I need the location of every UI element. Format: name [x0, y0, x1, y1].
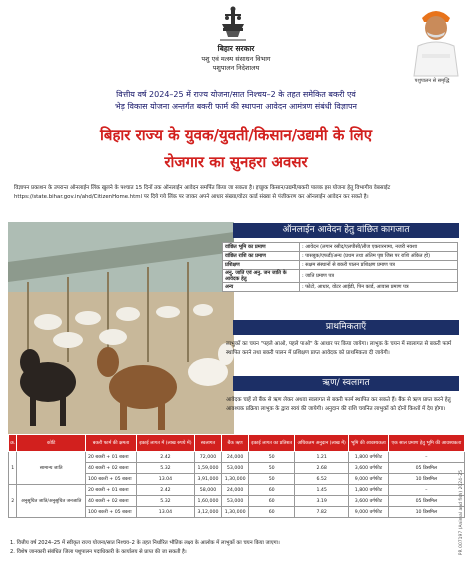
org-name: बिहार सरकार [217, 44, 255, 53]
land-cell: 3,600 वर्गफीट [349, 463, 389, 474]
capacity-cell: 100 बकरी + 05 बकरा [85, 507, 136, 518]
self-cost-cell: 3,91,000 [194, 474, 221, 485]
capacity-cell: 20 बकरी + 01 बकरा [85, 452, 136, 463]
notice-line-1: वित्तीय वर्ष 2024–25 में राज्य योजना/सात निश्चय–2 के तहत समेकित बकरी एवं [116, 90, 356, 99]
banner-headline: बिहार राज्य के युवक/युवती/किसान/उद्यमी के लिए [100, 126, 372, 144]
subsidy-cell: 2.68 [295, 463, 349, 474]
table-header-row [9, 435, 465, 452]
subsidy-cell: 1.45 [295, 485, 349, 496]
document-value: : जाति प्रमाण पत्र [300, 270, 458, 283]
column-header: एक साल प्रमाण हेतु भूमि की आवश्यकता [388, 435, 464, 452]
documents-row [223, 283, 458, 292]
column-header: इकाई लागत में (लाख रुपये में) [136, 435, 194, 452]
land-cell: 9,000 वर्गफीट [349, 507, 389, 518]
loan-text: आवेदक चाहें तो बैंक से ऋण लेकर अथवा स्वलागत से बकरी फार्म स्थापित कर सकते हैं। बैंक से ऋण प्राप्त करने हेतु आवश्यक प्रक्रिया लाभुक के द्वारा स्वयं की जायेगी। अनुदान की राशि चयनित लाभुकों को दोनों किश्तों में देय होगा। [226, 397, 451, 412]
table-row [9, 452, 465, 463]
document-value: : पासबुक/एफडी/अन्य (प्रथम तथा अंतिम पृष्ठ जिस पर राशि अंकित हो) [300, 252, 458, 261]
priorities-heading: प्राथमिकताएँ [233, 320, 459, 335]
loan-heading: ऋण/ स्वलागत [233, 376, 459, 391]
footnote-item: 1. वित्तीय वर्ष 2024–25 में स्वीकृत राज्य योजना/सात निश्चय–2 के तहत निर्धारित भौतिक लक्ष्य के आलोक में लाभुकों का चयन किया जाएगा। [10, 540, 280, 546]
cost-cell: 5.32 [136, 496, 194, 507]
column-header: इकाई लागत का प्रतिशत [249, 435, 295, 452]
department-name: पशु एवं मत्स्य संसाधन विभाग [201, 55, 271, 63]
percent-cell: 60 [249, 507, 295, 518]
documents-row [223, 261, 458, 270]
bank-loan-cell: 53,000 [222, 496, 249, 507]
column-header: अधिकतम अनुदान (लाख में) [295, 435, 349, 452]
land-extra-cell: – [388, 485, 464, 496]
farmer-mascot-logo [404, 2, 468, 82]
subsidy-cell: 1.21 [295, 452, 349, 463]
land-extra-cell: 10 डिसमिल [388, 507, 464, 518]
publication-id: PR 007197 (Animal and fish) 2024–25 [459, 470, 464, 556]
directorate-name: पशुपालन निदेशालय [212, 64, 260, 72]
bank-loan-cell: 24,000 [222, 452, 249, 463]
cost-cell: 5.32 [136, 463, 194, 474]
self-cost-cell: 1,60,000 [194, 496, 221, 507]
document-key: वांछित राशि का प्रमाण [223, 252, 300, 261]
land-cell: 1,800 वर्गफीट [349, 485, 389, 496]
percent-cell: 60 [249, 485, 295, 496]
self-cost-cell: 1,59,000 [194, 463, 221, 474]
self-cost-cell: 3,12,000 [194, 507, 221, 518]
documents-table [222, 242, 458, 292]
capacity-cell: 100 बकरी + 05 बकरा [85, 474, 136, 485]
bank-loan-cell: 1,30,000 [222, 507, 249, 518]
self-cost-cell: 58,000 [194, 485, 221, 496]
bank-loan-cell: 1,30,000 [222, 474, 249, 485]
document-key: अनु. जाति एवं अनु. जन जाति के आवेदक हेतु [223, 270, 300, 283]
land-cell: 9,000 वर्गफीट [349, 474, 389, 485]
document-value: : फोटो, आधार, वोटर आईडी, पिन कार्ड, आवास प्रमाण पत्र [300, 283, 458, 292]
document-key: प्रशिक्षण [223, 261, 300, 270]
banner-subheadline: रोजगार का सुनहरा अवसर [164, 153, 308, 171]
subsidy-cell: 3.19 [295, 496, 349, 507]
percent-cell: 50 [249, 474, 295, 485]
land-extra-cell: 05 डिसमिल [388, 463, 464, 474]
footnote-item: 2. विशेष जानकारी संबंधित जिला पशुपालन पदाधिकारी के कार्यालय से प्राप्त की जा सकती है। [10, 548, 187, 555]
document-value: : आवेदन (लगान रसीद/एलपीसी/लीज एकरारनामा, नजरी नक्शा [300, 243, 458, 252]
percent-cell: 50 [249, 452, 295, 463]
category-cell: सामान्य जाति [17, 452, 85, 485]
subsidy-cell: 6.52 [295, 474, 349, 485]
footnotes [10, 539, 460, 556]
goat-farm-photo [8, 222, 234, 434]
document-key: अन्य [223, 283, 300, 292]
documents-row [223, 252, 458, 261]
land-extra-cell: – [388, 452, 464, 463]
bank-loan-cell: 53,000 [222, 463, 249, 474]
percent-cell: 60 [249, 496, 295, 507]
subsidy-cell: 7.82 [295, 507, 349, 518]
land-extra-cell: 10 डिसमिल [388, 474, 464, 485]
column-header: कोटि [17, 435, 85, 452]
table-row [9, 485, 465, 496]
document-key: वांछित भूमि का प्रमाण [223, 243, 300, 252]
land-extra-cell: 05 डिसमिल [388, 496, 464, 507]
intro-paragraph: विज्ञापन प्रकाशन के उपरान्त ऑनलाईन लिंक खुलने के पश्चात 15 दिनों तक ऑनलाईन आवेदन समर्पित किया जा सकता है। इच्छुक किसान/उद्यमी/बकरी पालक इस योजना हेतु विभागीय वेबसाईट https://state.bihar.gov.in/ahd/CitizenHome.html पर दिये गये लिंक पर जाकर अपने आधार संख्या/वोटर कार्ड संख्या से पंजीकरण कर ऑनलाईन आवेदन कर सकते है। [14, 185, 391, 200]
mascot-caption: पशुपालन से समृद्धि [414, 78, 450, 84]
cost-cell: 13.04 [136, 507, 194, 518]
land-cell: 1,800 वर्गफीट [349, 452, 389, 463]
cost-cell: 13.04 [136, 474, 194, 485]
priorities-text: लाभुकों का चयन "पहले आओ, पहले पाओ" के आधार पर किया जायेगा। लाभुक के चयन में स्वलागत से बकरी फार्म स्थापित करने तथा बकरी पालन में प्रशिक्षण प्राप्त आवेदक को प्राथमिकता दी जायेगी। [226, 341, 452, 356]
column-header: बकरी फार्म की क्षमता [85, 435, 136, 452]
percent-cell: 50 [249, 463, 295, 474]
capacity-cell: 40 बकरी + 02 बकरा [85, 463, 136, 474]
serial-cell: 2 [9, 485, 17, 518]
cost-cell: 2.42 [136, 485, 194, 496]
column-header: बैंक ऋण [222, 435, 249, 452]
document-value: : सक्षम संस्थानों से बकरी पालन प्रशिक्षण प्रमाण पत्र [300, 261, 458, 270]
cost-cell: 2.42 [136, 452, 194, 463]
category-cell: अनुसूचित जाति/अनुसूचित जनजाति [17, 485, 85, 518]
column-header: स्वलागत [194, 435, 221, 452]
serial-cell: 1 [9, 452, 17, 485]
documents-row [223, 270, 458, 283]
capacity-cell: 20 बकरी + 01 बकरा [85, 485, 136, 496]
documents-heading: ऑनलाईन आवेदन हेतु वांछित कागजात [233, 223, 459, 238]
capacity-cell: 40 बकरी + 02 बकरा [85, 496, 136, 507]
documents-row [223, 243, 458, 252]
bank-loan-cell: 24,000 [222, 485, 249, 496]
land-cell: 3,600 वर्गफीट [349, 496, 389, 507]
column-header: क्र. [9, 435, 17, 452]
bihar-government-emblem [216, 6, 250, 42]
self-cost-cell: 72,000 [194, 452, 221, 463]
column-header: भूमि की आवश्यकता [349, 435, 389, 452]
notice-line-2: भेड़ विकास योजना अन्तर्गत बकरी फार्म की स्थापना आवेदन आमंत्रण संबंधी विज्ञापन [114, 102, 357, 111]
subsidy-table [8, 434, 465, 518]
